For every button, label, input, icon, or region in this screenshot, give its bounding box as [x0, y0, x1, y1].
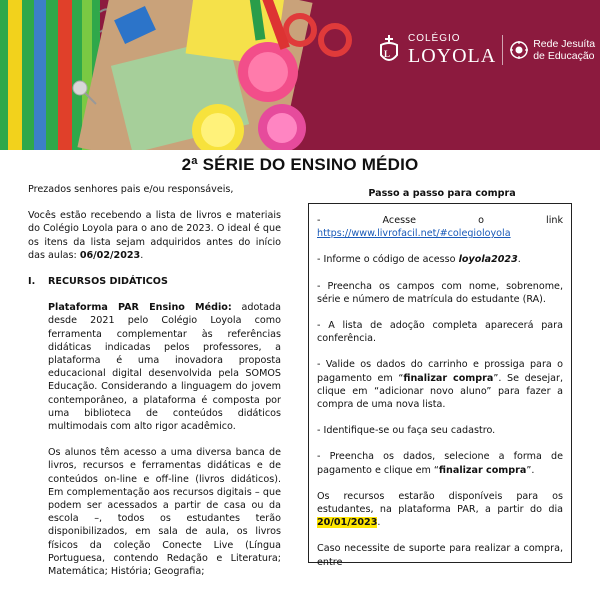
availability-date: 20/01/2023 [317, 517, 378, 529]
school-supplies-illustration [0, 0, 360, 150]
steps-title: Passo a passo para compra [368, 188, 516, 199]
support-paragraph: Caso necessite de suporte para realizar a compra, entre [317, 543, 563, 568]
school-name-big: LOYOLA [408, 45, 497, 67]
jesuit-crest-icon [376, 33, 402, 67]
school-name-small: COLÉGIO [408, 33, 461, 44]
sun-emblem-icon [509, 40, 529, 60]
intro-paragraph [28, 209, 281, 262]
step-2 [317, 253, 563, 266]
step-2-text: - Informe o código de acesso [317, 254, 459, 266]
access-code: loyola2023 [458, 254, 518, 266]
school-logo [376, 30, 595, 70]
availability-text: Os recursos estarão disponíveis para os estudantes, na plataforma PAR, a partir do dia [317, 490, 563, 516]
rede-jesuita-logo [509, 38, 595, 62]
step-5-bold: finalizar compra [403, 372, 494, 384]
school-name [408, 34, 496, 66]
step-5-text: - Valide os dados do carrinho e prossiga para o pagamento em “ [317, 359, 563, 384]
step-5-end: ”. Se desejar, clique em “adicionar novo aluno” para fazer a compra de uma nova lista. [317, 372, 564, 411]
intro-date: 06/02/2023 [79, 249, 141, 261]
par-text: adotada desde 2021 pelo Colégio Loyola como ferramenta complementar às referências didáticas indicadas pelos professores, a plataforma é uma inovadora proposta educacional digital desenvolvida pela SOMOS Educação. Considerando a linguagem do jovem contemporâneo, a plataforma é composta por uma biblioteca de conteúdos didáticos multimodais com alto rigor acadêmico. [48, 302, 281, 433]
svg-text:L: L [384, 49, 391, 59]
paint-jar-pink [238, 42, 298, 102]
step-7-end: ”. [526, 464, 535, 476]
step-2-end: . [517, 254, 521, 266]
availability-end: . [377, 517, 381, 529]
livrofacil-link[interactable]: https://www.livrofacil.net/#colegioloyola [317, 228, 511, 240]
rede-line-2: de Educação [533, 50, 595, 62]
section-number: I. [28, 276, 36, 288]
document-title: 2ª SÉRIE DO ENSINO MÉDIO [181, 155, 419, 174]
logo-divider [502, 35, 503, 65]
left-column [28, 183, 281, 591]
par-paragraph [28, 301, 281, 433]
step-6: - Identifique-se ou faça seu cadastro. [317, 425, 496, 437]
step-5 [317, 358, 563, 411]
intro-text: Vocês estão recebendo a lista de livros e materiais do Colégio Loyola para o ano de 2023. O ideal é que os itens da lista sejam adquiridos antes do início das aulas: [28, 210, 281, 261]
step-4: - A lista de adoção completa aparecerá para conferência. [317, 320, 563, 345]
rede-line-1: Rede Jesuíta [533, 37, 596, 50]
paint-jar-magenta [258, 104, 306, 150]
greeting: Prezados senhores pais e/ou responsáveis, [28, 184, 234, 195]
step-1-text: - Acesse o link [317, 215, 563, 226]
step-7-text: - Preencha os dados, selecione a forma de pagamento e clique em “ [317, 451, 563, 476]
intro-end: . [140, 249, 144, 261]
steps-box [308, 203, 572, 568]
step-7-bold: finalizar compra [438, 464, 527, 476]
step-7 [317, 450, 563, 476]
header-banner [0, 0, 600, 150]
step-3: - Preencha os campos com nome, sobrenome, série e número de matrícula do estudante (RA). [317, 280, 563, 305]
section-title: RECURSOS DIDÁTICOS [48, 276, 168, 288]
step-1 [317, 214, 563, 240]
access-paragraph: Os alunos têm acesso a uma diversa banca de livros, recursos e ferramentas didáticas e de conteúdos on-line e off-line (livros didáticos). Em complementação aos recursos digitais – que podem ser acessados a partir de casa ou da escola –, todos os estudantes terão disponibilizados, em sala de aula, os livros físicos da coleção Conecte Live (Língua Portuguesa, contendo Redação e Literatura; Matemática; História; Geografia; [48, 447, 281, 578]
availability-paragraph [317, 490, 563, 530]
par-title: Plataforma PAR Ensino Médio: [48, 302, 232, 314]
section-heading [28, 275, 281, 288]
